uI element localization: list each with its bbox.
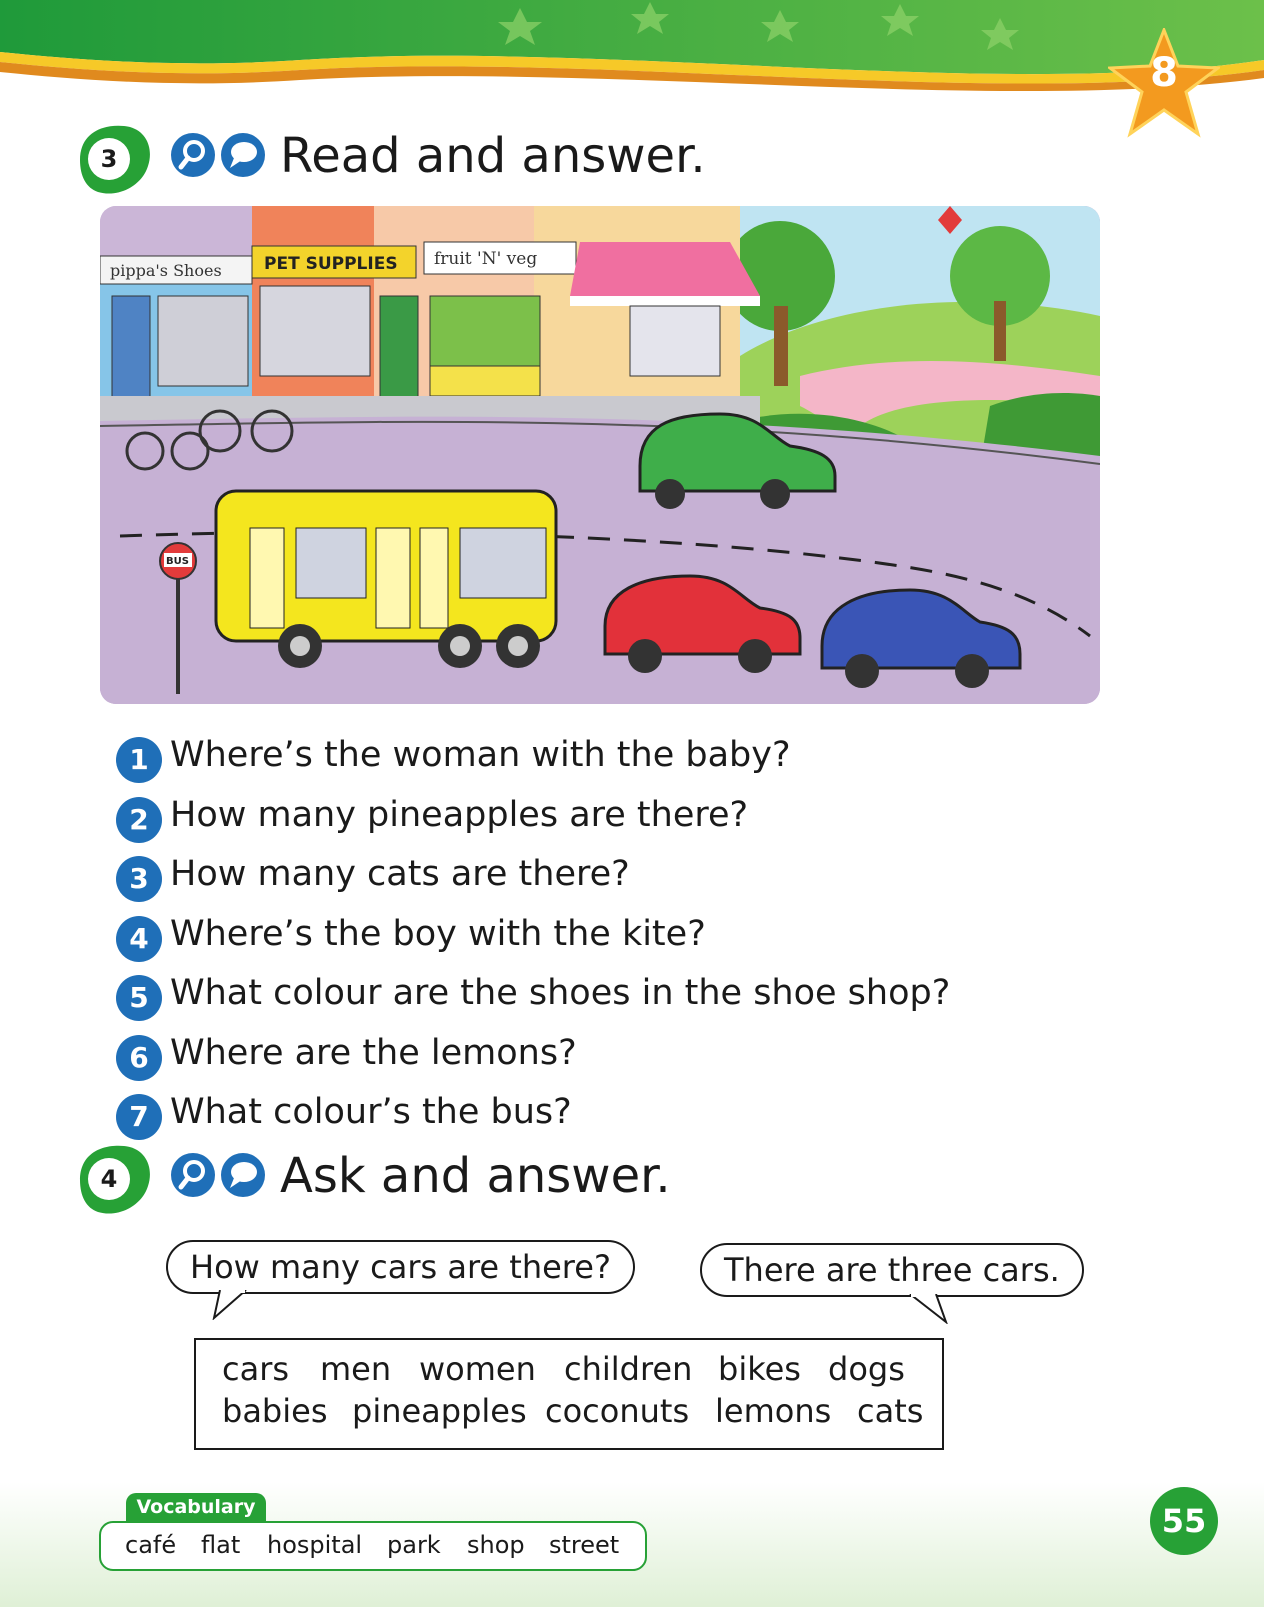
word-line-2	[222, 1392, 923, 1430]
vocabulary-word: shop	[467, 1531, 525, 1559]
word-item: women	[419, 1350, 536, 1388]
exercise-title: Read and answer.	[280, 128, 706, 184]
word-box	[194, 1338, 944, 1450]
vocabulary-word: café	[125, 1531, 177, 1559]
question-item	[116, 735, 1016, 795]
banner-swoosh	[0, 0, 1264, 110]
question-text: How many cats are there?	[170, 854, 630, 894]
exercise-3-heading	[74, 120, 974, 200]
vocabulary-box	[99, 1521, 647, 1571]
question-item	[116, 973, 1016, 1033]
top-banner	[0, 0, 1264, 110]
vocabulary-word: hospital	[267, 1531, 363, 1559]
word-item: men	[320, 1350, 392, 1388]
question-number: 6	[116, 1035, 162, 1081]
word-item: cars	[222, 1350, 290, 1388]
speech-bubble-tail	[900, 1294, 950, 1324]
question-number: 3	[116, 856, 162, 902]
vocabulary-word: street	[549, 1531, 620, 1559]
question-text: What colour are the shoes in the shoe shop?	[170, 973, 951, 1013]
street-scene-illustration	[100, 206, 1100, 704]
word-item: lemons	[715, 1392, 832, 1430]
word-item: dogs	[828, 1350, 905, 1388]
question-text: Where’s the boy with the kite?	[170, 913, 706, 954]
question-number: 4	[116, 916, 162, 962]
question-number: 5	[116, 975, 162, 1021]
word-item: pineapples	[352, 1392, 527, 1430]
question-text: Where’s the woman with the baby?	[170, 735, 791, 775]
word-line-1	[222, 1350, 905, 1388]
street-scene-drawing	[100, 206, 1100, 704]
word-item: coconuts	[545, 1392, 690, 1430]
speaking-bubble-icon	[220, 1152, 266, 1198]
question-text: Where are the lemons?	[170, 1032, 577, 1073]
word-item: children	[564, 1350, 693, 1388]
question-number: 2	[116, 797, 162, 843]
question-item	[116, 1033, 1016, 1093]
vocabulary-word: flat	[201, 1531, 241, 1559]
word-item: cats	[857, 1392, 924, 1430]
speaking-bubble-icon	[220, 132, 266, 178]
vocabulary-label: Vocabulary	[126, 1493, 266, 1521]
speech-bubble-question: How many cars are there?	[166, 1240, 635, 1294]
page-number: 55	[1150, 1487, 1218, 1555]
reading-magnifier-icon	[170, 1152, 216, 1198]
bus-stop-sign: BUS	[166, 556, 189, 567]
exercise-number: 4	[88, 1158, 130, 1200]
question-text: What colour’s the bus?	[170, 1092, 572, 1132]
question-list	[116, 735, 1016, 1152]
speech-bubble-answer: There are three cars.	[700, 1243, 1084, 1297]
shop-sign-fruit: fruit 'N' veg	[434, 249, 538, 269]
exercise-title: Ask and answer.	[280, 1148, 671, 1204]
speech-bubble-tail	[210, 1290, 260, 1320]
question-item	[116, 854, 1016, 914]
question-item	[116, 914, 1016, 974]
question-item	[116, 795, 1016, 855]
shop-sign-pets: PET SUPPLIES	[264, 254, 398, 274]
word-item: bikes	[718, 1350, 801, 1388]
exercise-4-heading	[74, 1140, 974, 1220]
vocabulary-word: park	[387, 1531, 441, 1559]
reading-magnifier-icon	[170, 132, 216, 178]
word-item: babies	[222, 1392, 328, 1430]
question-number: 7	[116, 1094, 162, 1140]
unit-number: 8	[1150, 50, 1178, 96]
shop-sign-shoes: pippa's Shoes	[110, 261, 222, 280]
question-text: How many pineapples are there?	[170, 794, 749, 835]
question-number: 1	[116, 737, 162, 783]
exercise-number: 3	[88, 138, 130, 180]
